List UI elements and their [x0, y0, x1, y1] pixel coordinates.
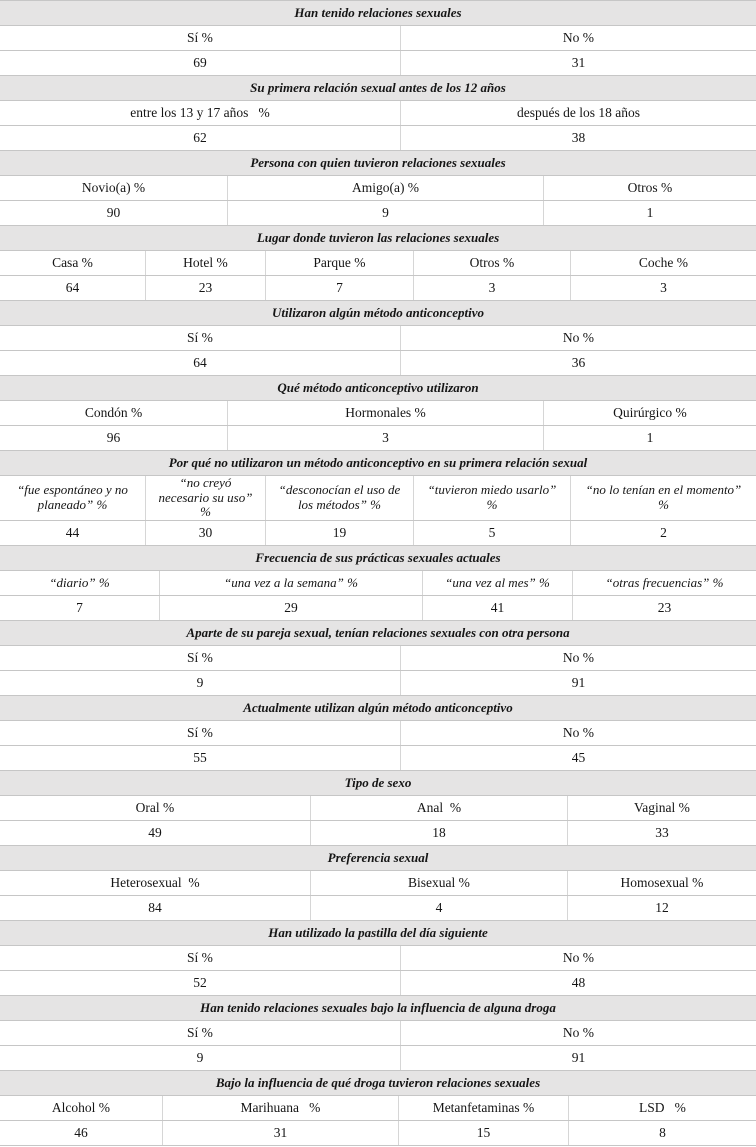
header-row [0, 946, 756, 971]
column-header-cell: Condón % [84, 405, 143, 420]
value-cell: 3 [570, 276, 756, 300]
value-row [0, 521, 756, 546]
table-section [0, 621, 756, 696]
value-cell: 55 [193, 750, 207, 765]
header-row [0, 251, 756, 276]
section-title: Actualmente utilizan algún método anticonceptivo [0, 696, 756, 721]
value-row [0, 51, 756, 76]
value-cell: 31 [162, 1121, 398, 1145]
value-row [0, 276, 756, 301]
section-title: Han tenido relaciones sexuales bajo la influencia de alguna droga [0, 996, 756, 1021]
value-row [0, 896, 756, 921]
section-title: Bajo la influencia de qué droga tuvieron relaciones sexuales [0, 1071, 756, 1096]
column-header-cell: Sí % [187, 650, 213, 665]
value-row [0, 821, 756, 846]
column-header-cell: Amigo(a) % [227, 176, 543, 200]
value-cell: 30 [145, 521, 265, 545]
column-header-cell: “fue espontáneo y no planeado” % [17, 482, 128, 512]
header-row [0, 176, 756, 201]
column-header-cell: No % [400, 946, 756, 970]
value-cell: 29 [159, 596, 422, 620]
column-header-cell: entre los 13 y 17 años % [130, 105, 270, 120]
table-section [0, 546, 756, 621]
header-row [0, 476, 756, 521]
value-cell: 9 [196, 675, 204, 690]
value-cell: 9 [196, 1050, 204, 1065]
column-header-cell: “no lo tenían en el momento” % [570, 476, 756, 520]
section-title: Han tenido relaciones sexuales [0, 1, 756, 26]
column-header-cell: Hotel % [145, 251, 265, 275]
value-row [0, 1046, 756, 1071]
column-header-cell: No % [400, 26, 756, 50]
column-header-cell: Homosexual % [567, 871, 756, 895]
header-row [0, 101, 756, 126]
section-title: Su primera relación sexual antes de los 12 años [0, 76, 756, 101]
column-header-cell: “diario” % [49, 574, 110, 590]
table-section [0, 76, 756, 151]
value-row [0, 426, 756, 451]
section-title: Qué método anticonceptivo utilizaron [0, 376, 756, 401]
column-header-cell: “desconocían el uso de los métodos” % [265, 476, 413, 520]
value-cell: 36 [400, 351, 756, 375]
value-cell: 38 [400, 126, 756, 150]
value-cell: 41 [422, 596, 572, 620]
header-row [0, 401, 756, 426]
value-cell: 19 [265, 521, 413, 545]
column-header-cell: Otros % [413, 251, 570, 275]
value-cell: 3 [227, 426, 543, 450]
value-cell: 48 [400, 971, 756, 995]
header-row [0, 721, 756, 746]
value-cell: 49 [148, 825, 162, 840]
value-cell: 69 [193, 55, 207, 70]
column-header-cell: Metanfetaminas % [398, 1096, 568, 1120]
value-cell: 96 [106, 430, 121, 445]
value-cell: 7 [265, 276, 413, 300]
value-row [0, 971, 756, 996]
column-header-cell: Sí % [187, 330, 213, 345]
header-row [0, 1021, 756, 1046]
section-title: Lugar donde tuvieron las relaciones sexuales [0, 226, 756, 251]
value-cell: 12 [567, 896, 756, 920]
value-cell: 64 [65, 280, 80, 295]
header-row [0, 26, 756, 51]
column-header-cell: Vaginal % [567, 796, 756, 820]
column-header-cell: Quirúrgico % [543, 401, 756, 425]
value-cell: 23 [572, 596, 756, 620]
header-row [0, 646, 756, 671]
value-row [0, 671, 756, 696]
column-header-cell: Hormonales % [227, 401, 543, 425]
value-row [0, 746, 756, 771]
table-section [0, 1071, 756, 1146]
column-header-cell: Novio(a) % [81, 180, 146, 195]
value-cell: 23 [145, 276, 265, 300]
value-cell: 18 [310, 821, 567, 845]
value-row [0, 596, 756, 621]
value-cell: 91 [400, 671, 756, 695]
table-section [0, 376, 756, 451]
column-header-cell: Heterosexual % [110, 875, 200, 890]
value-cell: 91 [400, 1046, 756, 1070]
column-header-cell: “una vez a la semana” % [159, 571, 422, 595]
value-cell: 45 [400, 746, 756, 770]
header-row [0, 1096, 756, 1121]
column-header-cell: LSD % [568, 1096, 756, 1120]
value-cell: 9 [227, 201, 543, 225]
column-header-cell: Sí % [187, 725, 213, 740]
section-title: Utilizaron algún método anticonceptivo [0, 301, 756, 326]
table-section [0, 696, 756, 771]
column-header-cell: “no creyó necesario su uso” % [145, 476, 265, 520]
value-cell: 3 [413, 276, 570, 300]
header-row [0, 871, 756, 896]
value-cell: 90 [106, 205, 121, 220]
column-header-cell: después de los 18 años [400, 101, 756, 125]
section-title: Persona con quien tuvieron relaciones sexuales [0, 151, 756, 176]
value-cell: 84 [148, 900, 162, 915]
column-header-cell: Marihuana % [162, 1096, 398, 1120]
value-cell: 1 [543, 426, 756, 450]
table-section [0, 151, 756, 226]
table-section [0, 226, 756, 301]
table-section [0, 846, 756, 921]
column-header-cell: “otras frecuencias” % [572, 571, 756, 595]
column-header-cell: Otros % [543, 176, 756, 200]
column-header-cell: Casa % [52, 255, 93, 270]
value-cell: 4 [310, 896, 567, 920]
column-header-cell: No % [400, 646, 756, 670]
column-header-cell: “tuvieron miedo usarlo” % [413, 476, 570, 520]
column-header-cell: No % [400, 1021, 756, 1045]
section-title: Tipo de sexo [0, 771, 756, 796]
value-cell: 44 [65, 525, 80, 540]
column-header-cell: No % [400, 326, 756, 350]
value-cell: 33 [567, 821, 756, 845]
value-cell: 7 [76, 600, 83, 615]
table-section [0, 996, 756, 1071]
section-title: Frecuencia de sus prácticas sexuales actuales [0, 546, 756, 571]
value-row [0, 351, 756, 376]
value-row [0, 126, 756, 151]
value-cell: 2 [570, 521, 756, 545]
value-cell: 62 [193, 130, 207, 145]
section-title: Aparte de su pareja sexual, tenían relaciones sexuales con otra persona [0, 621, 756, 646]
value-row [0, 1121, 756, 1146]
table-section [0, 451, 756, 546]
header-row [0, 326, 756, 351]
table-section [0, 771, 756, 846]
column-header-cell: Coche % [570, 251, 756, 275]
column-header-cell: No % [400, 721, 756, 745]
section-title: Han utilizado la pastilla del día siguiente [0, 921, 756, 946]
table-section [0, 301, 756, 376]
column-header-cell: Bisexual % [310, 871, 567, 895]
column-header-cell: Sí % [187, 950, 213, 965]
table-section [0, 1, 756, 76]
column-header-cell: Sí % [187, 1025, 213, 1040]
value-cell: 1 [543, 201, 756, 225]
value-cell: 46 [74, 1125, 88, 1140]
column-header-cell: Anal % [310, 796, 567, 820]
column-header-cell: “una vez al mes” % [422, 571, 572, 595]
table-section [0, 921, 756, 996]
section-title: Preferencia sexual [0, 846, 756, 871]
column-header-cell: Parque % [265, 251, 413, 275]
value-cell: 31 [400, 51, 756, 75]
value-cell: 5 [413, 521, 570, 545]
section-title: Por qué no utilizaron un método anticonceptivo en su primera relación sexual [0, 451, 756, 476]
value-cell: 15 [398, 1121, 568, 1145]
column-header-cell: Alcohol % [51, 1100, 111, 1115]
value-cell: 64 [193, 355, 207, 370]
header-row [0, 571, 756, 596]
value-row [0, 201, 756, 226]
column-header-cell: Sí % [187, 30, 213, 45]
value-cell: 8 [568, 1121, 756, 1145]
header-row [0, 796, 756, 821]
column-header-cell: Oral % [135, 800, 175, 815]
value-cell: 52 [193, 975, 207, 990]
